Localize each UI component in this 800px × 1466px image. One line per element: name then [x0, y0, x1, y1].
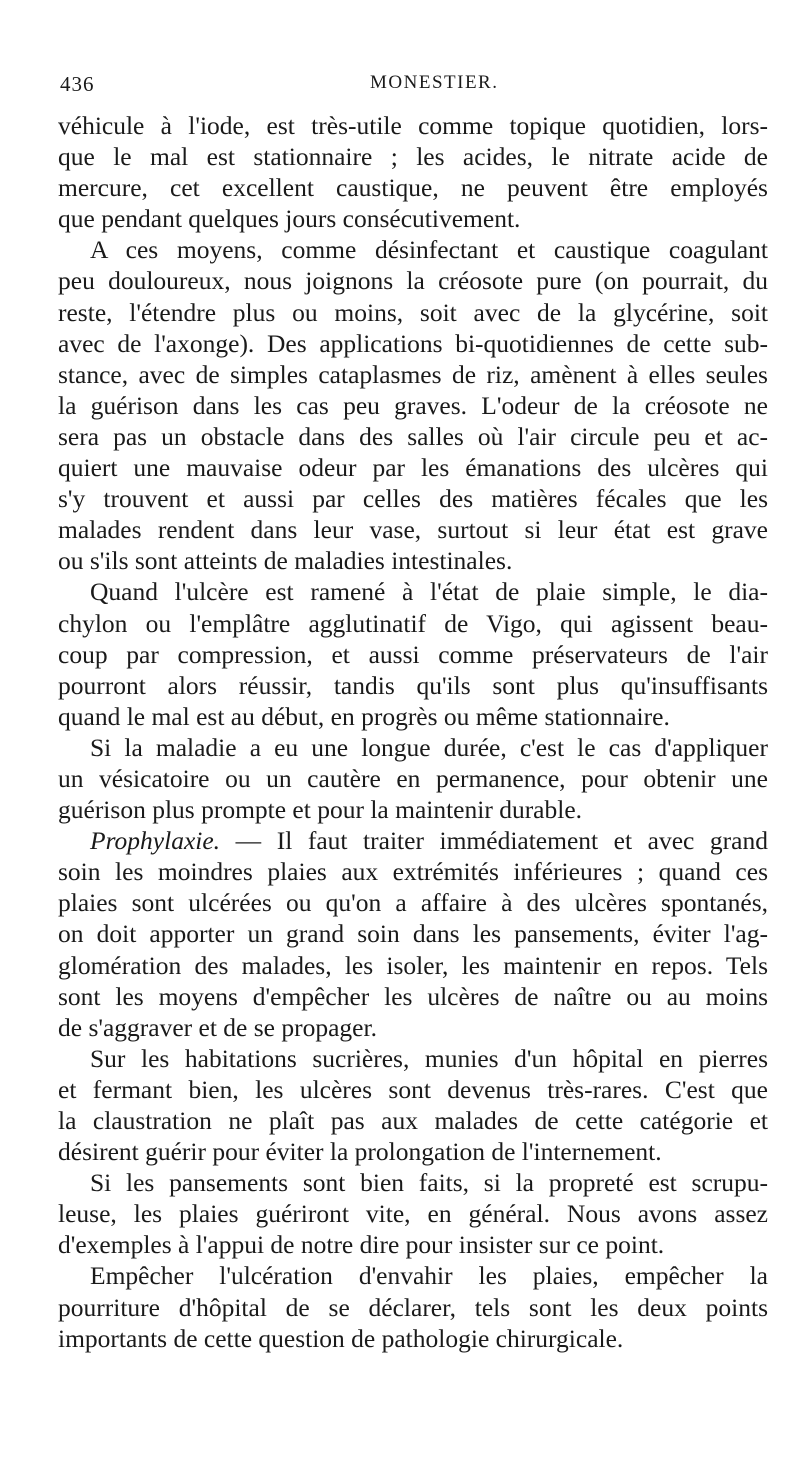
text-line: désirent guérir pour éviter la prolongation de l'internement.	[58, 1137, 662, 1167]
text-line: de s'aggraver et de se propager.	[58, 1012, 377, 1042]
page-number: 436	[60, 72, 95, 96]
text-line: Si la maladie a eu une longue durée, c'est le cas d'appliquer	[90, 732, 768, 762]
text-line: s'y trouvent et aussi par celles des matières fécales que les	[58, 484, 768, 514]
text-line: leuse, les plaies guériront vite, en général. Nous avons assez	[58, 1199, 768, 1229]
text-line: peu douloureux, nous joignons la créosote pure (on pourrait, du	[58, 266, 768, 296]
text-line: guérison plus prompte et pour la maintenir durable.	[58, 795, 583, 825]
text-line: Sur les habitations sucrières, munies d'un hôpital en pierres	[90, 1043, 768, 1073]
text-line: sera pas un obstacle dans des salles où l'air circule peu et ac-	[58, 421, 768, 451]
text-line: pourriture d'hôpital de se déclarer, tels sont les deux points	[58, 1292, 768, 1322]
section-heading-italic: Prophylaxie.	[90, 826, 221, 856]
text-line: sont les moyens d'empêcher les ulcères de naître ou au moins	[58, 981, 768, 1011]
text-line: ou s'ils sont atteints de maladies intestinales.	[58, 546, 513, 576]
text-line: plaies sont ulcérées ou qu'on a affaire à des ulcères spontanés,	[58, 888, 768, 918]
running-head: MONESTIER.	[370, 72, 499, 93]
text-line: la claustration ne plaît pas aux malades de cette catégorie et	[58, 1106, 768, 1135]
page-header	[60, 72, 760, 102]
text-line: que pendant quelques jours consécutivement.	[58, 204, 521, 234]
text-line: reste, l'étendre plus ou moins, soit avec de la glycérine, soit	[58, 297, 768, 327]
text-line: coup par compression, et aussi comme préservateurs de l'air	[58, 639, 768, 669]
text-line: d'exemples à l'appui de notre dire pour insister sur ce point.	[58, 1230, 665, 1260]
text-line: et fermant bien, les ulcères sont devenus très-rares. C'est que	[58, 1074, 768, 1104]
text-line: que le mal est stationnaire ; les acides, le nitrate acide de	[58, 142, 768, 172]
text-line: glomération des malades, les isoler, les maintenir en repos. Tels	[58, 950, 768, 980]
text-line: mercure, cet excellent caustique, ne peuvent être employés	[58, 173, 768, 203]
text-line: importants de cette question de pathologie chirurgicale.	[58, 1323, 624, 1353]
text-line: Empêcher l'ulcération d'envahir les plaies, empêcher la	[90, 1261, 768, 1291]
text-line: pourront alors réussir, tandis qu'ils sont plus qu'insuffisants	[58, 670, 768, 700]
text-line: Quand l'ulcère est ramené à l'état de plaie simple, le dia-	[90, 577, 768, 607]
text-line: quiert une mauvaise odeur par les émanations des ulcères qui	[58, 453, 768, 483]
text-line: on doit apporter un grand soin dans les pansements, éviter l'ag-	[58, 919, 768, 949]
body-text	[58, 110, 768, 1354]
text-line: chylon ou l'emplâtre agglutinatif de Vigo, qui agissent beau-	[58, 608, 768, 638]
text-line: Si les pansements sont bien faits, si la propreté est scrupu-	[90, 1168, 768, 1198]
text-line: un vésicatoire ou un cautère en permanence, pour obtenir une	[58, 763, 768, 793]
text-line: la guérison dans les cas peu graves. L'odeur de la créosote ne	[58, 390, 768, 420]
text-line: véhicule à l'iode, est très-utile comme topique quotidien, lors-	[58, 111, 768, 140]
text-line: quand le mal est au début, en progrès ou même stationnaire.	[58, 701, 670, 731]
text-line: Prophylaxie. — Il faut traiter immédiatement et avec grand	[90, 826, 768, 856]
text-line: malades rendent dans leur vase, surtout si leur état est grave	[58, 515, 768, 545]
text-line: soin les moindres plaies aux extrémités inférieures ; quand ces	[58, 857, 768, 887]
text-line: stance, avec de simples cataplasmes de riz, amènent à elles seules	[58, 359, 768, 389]
text-line: A ces moyens, comme désinfectant et caustique coagulant	[90, 235, 768, 265]
text-line: avec de l'axonge). Des applications bi-quotidiennes de cette sub-	[58, 328, 768, 358]
